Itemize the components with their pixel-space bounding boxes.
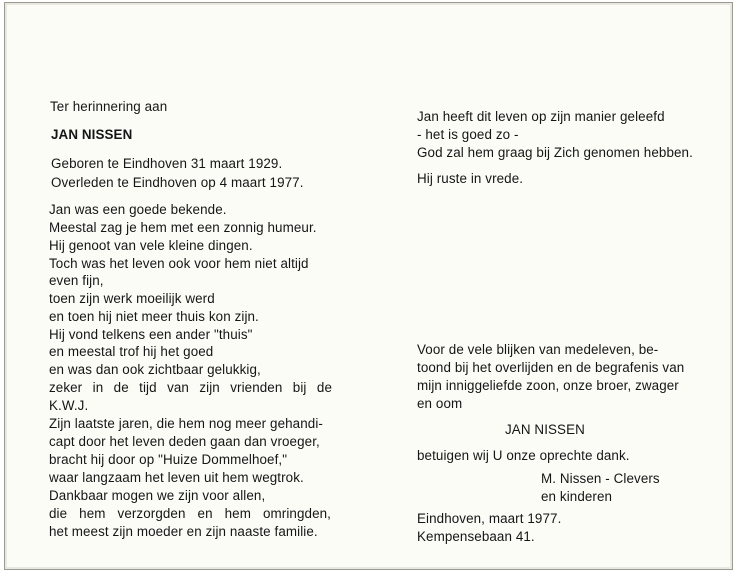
poem-line: en toen hij niet meer thuis kon zijn. [49,309,259,324]
signatory: M. Nissen - Clevers [541,471,660,486]
poem-line: die hem verzorgden en hem omringden, [49,506,331,521]
verse-line: God zal hem graag bij Zich genomen hebben. [417,145,693,160]
poem-line: Meestal zag je hem met een zonnig humeur. [49,220,317,235]
poem-line: zeker in de tijd van zijn vrienden bij de [49,380,332,395]
address: Kempensebaan 41. [417,529,535,544]
verse-line: - het is goed zo - [417,127,519,142]
poem-line: en was dan ook zichtbaar gelukkig, [49,362,261,377]
birth-line: Geboren te Eindhoven 31 maart 1929. [51,156,283,171]
poem-line: toen zijn werk moeilijk werd [49,291,215,306]
thanks-line: Voor de vele blijken van medeleven, be- [417,342,659,357]
poem-line: capt door het leven deden gaan dan vroeger, [49,434,320,449]
death-line: Overleden te Eindhoven op 4 maart 1977. [51,175,304,190]
poem-line: even fijn, [49,273,104,288]
poem-line: Zijn laatste jaren, die hem nog meer gehandi- [49,416,323,431]
verse-line: Jan heeft dit leven op zijn manier geleefd [417,109,665,124]
poem-line: Hij genoot van vele kleine dingen. [49,238,253,253]
signatory-family: en kinderen [541,489,613,504]
memorial-card [4,2,733,570]
poem-line: K.W.J. [49,398,89,413]
thanks-line: en oom [417,396,463,411]
thanks-line: toond bij het overlijden en de begrafenis van [417,360,685,375]
place-date: Eindhoven, maart 1977. [417,511,562,526]
poem-line: bracht hij door op "Huize Dommelhoef," [49,452,288,467]
gratitude-line: betuigen wij U onze oprechte dank. [417,448,630,463]
deceased-name-repeat: JAN NISSEN [505,422,585,437]
poem-line: waar langzaam het leven uit hem wegtrok. [49,470,304,485]
intro-text: Ter herinnering aan [50,99,168,114]
poem-line: Dankbaar mogen we zijn voor allen, [49,488,266,503]
poem-line: Hij vond telkens een ander "thuis" [49,327,253,342]
deceased-name: JAN NISSEN [51,127,133,142]
poem-line: Jan was een goede bekende. [49,202,227,217]
thanks-line: mijn inniggeliefde zoon, onze broer, zwager [417,378,679,393]
poem-line: en meestal trof hij het goed [49,344,214,359]
poem-line: Toch was het leven ook voor hem niet altijd [49,256,309,271]
rest-in-peace: Hij ruste in vrede. [417,171,524,186]
poem-line: het meest zijn moeder en zijn naaste familie. [49,524,318,539]
